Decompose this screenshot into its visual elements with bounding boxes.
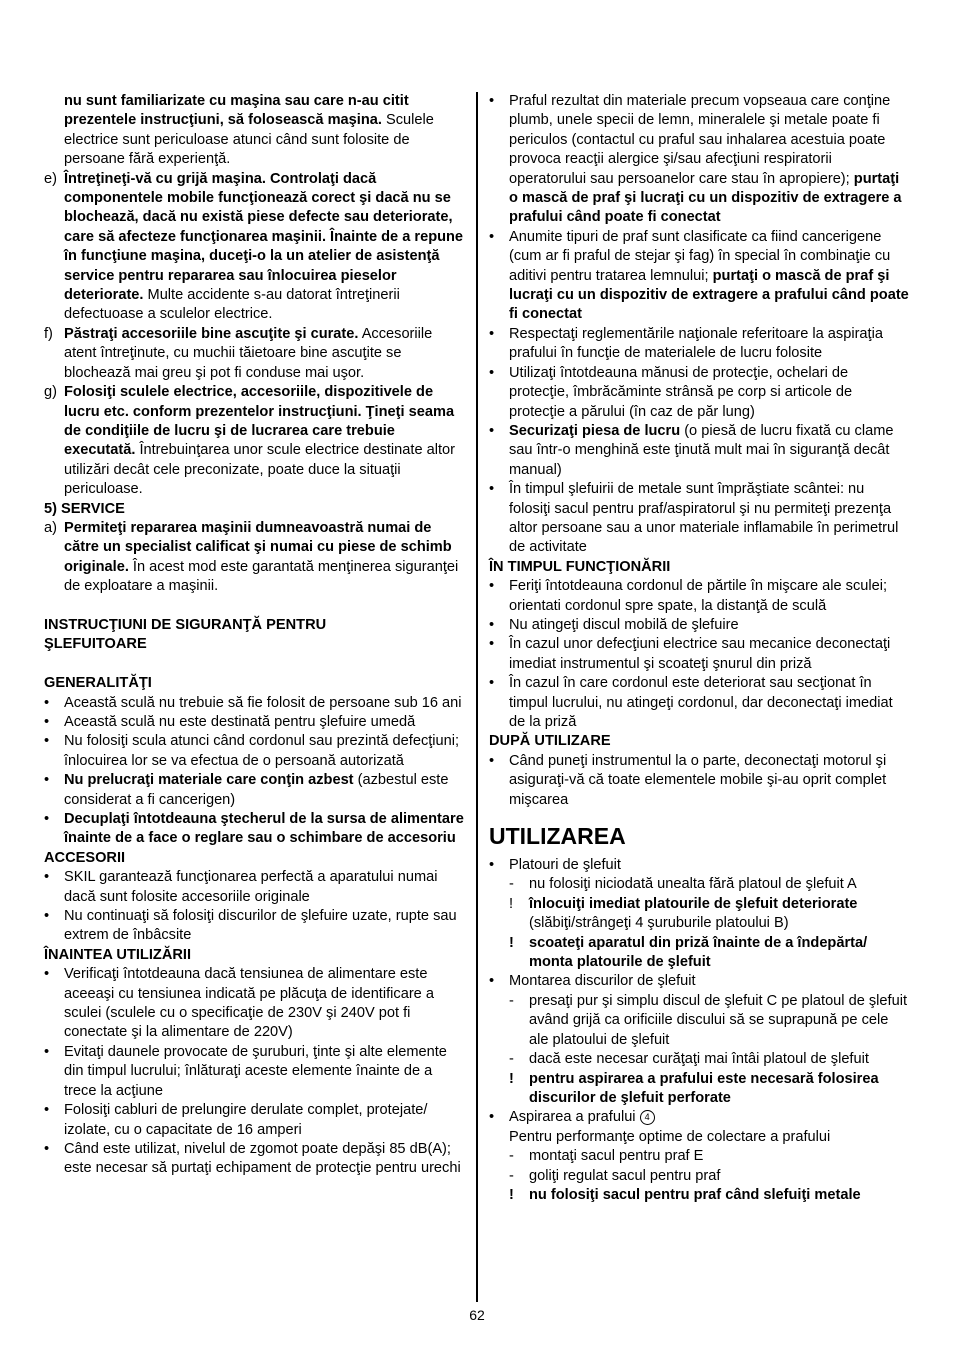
list-item: • În cazul în care cordonul este deteriorat sau secţionat în timpul lucrului, nu atingeţi cordonul, dar deconectaţi imediat de la priză	[489, 675, 893, 730]
section-heading-general: GENERALITĂŢI	[44, 675, 152, 692]
list-item: • Platouri de şlefuit	[489, 857, 621, 874]
sub-item: ! scoateţi aparatul din priză înainte de a îndepărta/ monta platourile de şlefuit	[509, 934, 868, 971]
list-item: • Folosiţi cabluri de prelungire derulate complet, protejate/ izolate, cu o capacitate de 16 amperi	[44, 1102, 428, 1138]
sub-item: - montaţi sacul pentru praf E	[509, 1148, 704, 1165]
list-item: • În cazul unor defecţiuni electrice sau mecanice deconectaţi imediat instrumentul şi scoateţi şnurul din priză	[489, 636, 891, 672]
column-divider	[476, 92, 478, 1302]
list-item: • Aspirarea a prafului 4 Pentru performanţe optime de colectare a prafului	[489, 1109, 831, 1145]
list-item: • În timpul şlefuirii de metale sunt împrăştiate scântei: nu folosiţi sacul pentru praf/aspiratorul şi nu permiteţi prezenţa altor persoane sau a unor materiale inflamabile în perimetrul de activitate	[489, 481, 899, 556]
list-item-e: e) Întreţineţi-vă cu grijă maşina. Controlaţi dacă componentele mobile funcţionează corect şi dacă nu se blochează, dacă nu există piese defecte sau deteriorate, care să afecteze funcţionarea maşinii. Înainte de a repune în funcţiune maşina, duceţi-o la un atelier de asistenţă service pentru repararea sau înlocuirea pieselor deteriorate. Multe accidente s-au datorat întreţinerii defectuoase a sculelor electrice.	[44, 170, 464, 323]
list-item: • Anumite tipuri de praf sunt clasificate ca fiind cancerigene (cum ar fi praful de stejar şi fag) în special în combinaţie cu aditivi pentru tratarea lemnului; purtaţi o mască de praf şi lucraţi cu un dispozitiv de extragere a prafului când poate fi conectat	[489, 228, 909, 323]
list-item: • Montarea discurilor de şlefuit	[489, 973, 696, 990]
list-item: • Nu folosiţi scula atunci când cordonul sau prezintă defecţiuni; înlocuirea lor se va efectua de o persoană autorizată	[44, 733, 460, 769]
list-item: • Respectaţi reglementările naţionale referitoare la aspiraţia prafului în funcţie de materialele de lucru folosite	[489, 325, 883, 362]
page-number: 62	[469, 1307, 485, 1323]
list-item: • Praful rezultat din materiale precum vopseaua care conţine plumb, unele specii de lemn, mineralele şi metale poate fi periculos (contactul cu praful sau inhalarea acestuia poate provoca reacţii alergice şi/sau afecţiuni respiratorii operatorului sau persoanelor care stau în apropiere); purtaţi o mască de praf şi lucraţi cu un dispozitiv de extragere a prafului când poate fi conectat	[489, 93, 902, 226]
sub-item: ! nu folosiţi sacul pentru praf când slefuiţi metale	[509, 1186, 861, 1203]
list-item: • Verificaţi întotdeauna dacă tensiunea de alimentare este aceeaşi cu tensiunea indicată pe plăcuţa de identificare a sculei (sculele cu o specificaţie de 230V şi 240V pot fi conectate şi la alimentare de 220V)	[44, 966, 434, 1041]
figure-reference: 4	[640, 1110, 655, 1125]
sub-item: - dacă este necesar curăţaţi mai întâi platoul de şlefuit	[509, 1051, 869, 1068]
section-heading-service: 5) SERVICE	[44, 500, 125, 517]
list-item: • Securizaţi piesa de lucru (o piesă de lucru fixată cu clame sau într-o menghină este ţinută mult mai în siguranţă decât manual)	[489, 422, 894, 478]
left-column	[44, 92, 468, 1179]
section-title-usage: UTILIZAREA	[489, 823, 626, 850]
list-item: • Nu atingeţi discul mobilă de şlefuire	[489, 616, 739, 633]
list-item: • Când este utilizat, nivelul de zgomot poate depăşi 85 dB(A); este necesar să purtaţi echipament de protecţie pentru urechi	[44, 1140, 461, 1177]
list-item: • Nu continuaţi să folosiţi discurilor de şlefuire uzate, rupte sau extrem de înbâcsite	[44, 908, 457, 944]
sub-item: - nu folosiţi niciodată unealta fără platoul de şlefuit A	[509, 876, 857, 893]
section-heading-before-use: ÎNAINTEA UTILIZĂRII	[44, 946, 192, 963]
list-item-a: a) Permiteţi repararea maşinii dumneavoastră numai de către un specialist calificat şi numai cu piese de schimb originale. În acest mod este garantată menţinerea siguranţei de exploatare a maşinii.	[44, 519, 459, 595]
list-item: • Utilizaţi întotdeauna mănusi de protecţie, ochelari de protecţie, îmbrăcăminte strânsă pe corp si articole de protecţie a părului (în caz de păr lung)	[489, 364, 853, 420]
section-heading-after-use: DUPĂ UTILIZARE	[489, 733, 611, 750]
list-item-g: g) Folosiţi sculele electrice, accesoriile, dispozitivele de lucru etc. conform prezentelor instrucţiuni. Ţineţi seama de condiţiile de lucru şi de lucrarea care trebuie executată. Întrebuinţarea unor scule electrice destinate altor utilizări decât cele preconizate, poate duce la situaţii periculoase.	[44, 384, 456, 498]
list-item: • Decuplaţi întotdeauna ştecherul de la sursa de alimentare înainte de a face o reglare sau o schimbare de accesoriu	[44, 811, 464, 847]
sub-item: ! înlocuiţi imediat platourile de şlefuit deteriorate (slăbiţi/strângeţi 4 şuruburile platoului B)	[509, 895, 858, 932]
list-item: • Nu prelucraţi materiale care conţin azbest (azbestul este considerat a fi cancerigen)	[44, 772, 449, 808]
list-item-f: f) Păstraţi accesoriile bine ascuţite şi curate. Accesoriile atent întreţinute, cu muchii tăietoare bine ascuţite se blochează mai greu şi pot fi conduse mai uşor.	[44, 325, 433, 381]
section-heading-accessories: ACCESORII	[44, 849, 126, 866]
list-item: • SKIL garantează funcţionarea perfectă a aparatului numai dacă sunt folosite accesoriile originale	[44, 869, 438, 905]
sub-item: - goliţi regulat sacul pentru praf	[509, 1167, 721, 1184]
list-item: • Feriţi întotdeauna cordonul de părtile în mişcare ale sculei; orientati cordonul spre spate, la distanţă de sculă	[489, 578, 888, 614]
paragraph: nu sunt familiarizate cu maşina sau care n-au citit prezentele instrucţiuni, să folosească maşina. Sculele electrice sunt periculoase atunci când sunt folosite de persoane fără experienţă.	[64, 93, 434, 168]
sub-item: - presaţi pur şi simplu discul de şlefuit C pe platoul de şlefuit având grijă ca orificiile discului să se suprapună pe cele ale platoului de şlefuit	[509, 992, 908, 1048]
list-item: • Evitaţi daunele provocate de şuruburi, ţinte şi alte elemente din timpul lucrului; înlăturaţi aceste elemente înainte de a trece la acţiune	[44, 1043, 447, 1099]
sub-item: ! pentru aspirarea a prafului este necesară folosirea discurilor de şlefuit perforate	[509, 1070, 879, 1106]
list-item: • Când puneţi instrumentul la o parte, deconectaţi motorul şi asiguraţi-vă că toate elementele mobile şi-au oprit complet mişcarea	[489, 752, 887, 808]
right-column	[489, 92, 909, 1205]
list-item: • Această sculă nu trebuie să fie folosit de persoane sub 16 ani	[44, 694, 462, 711]
section-heading-during-operation: ÎN TIMPUL FUNCŢIONĂRII	[489, 558, 671, 575]
list-item: • Această sculă nu este destinată pentru şlefuire umedă	[44, 713, 416, 730]
safety-heading: INSTRUCŢIUNI DE SIGURANŢĂ PENTRU ŞLEFUITOARE	[44, 616, 327, 653]
